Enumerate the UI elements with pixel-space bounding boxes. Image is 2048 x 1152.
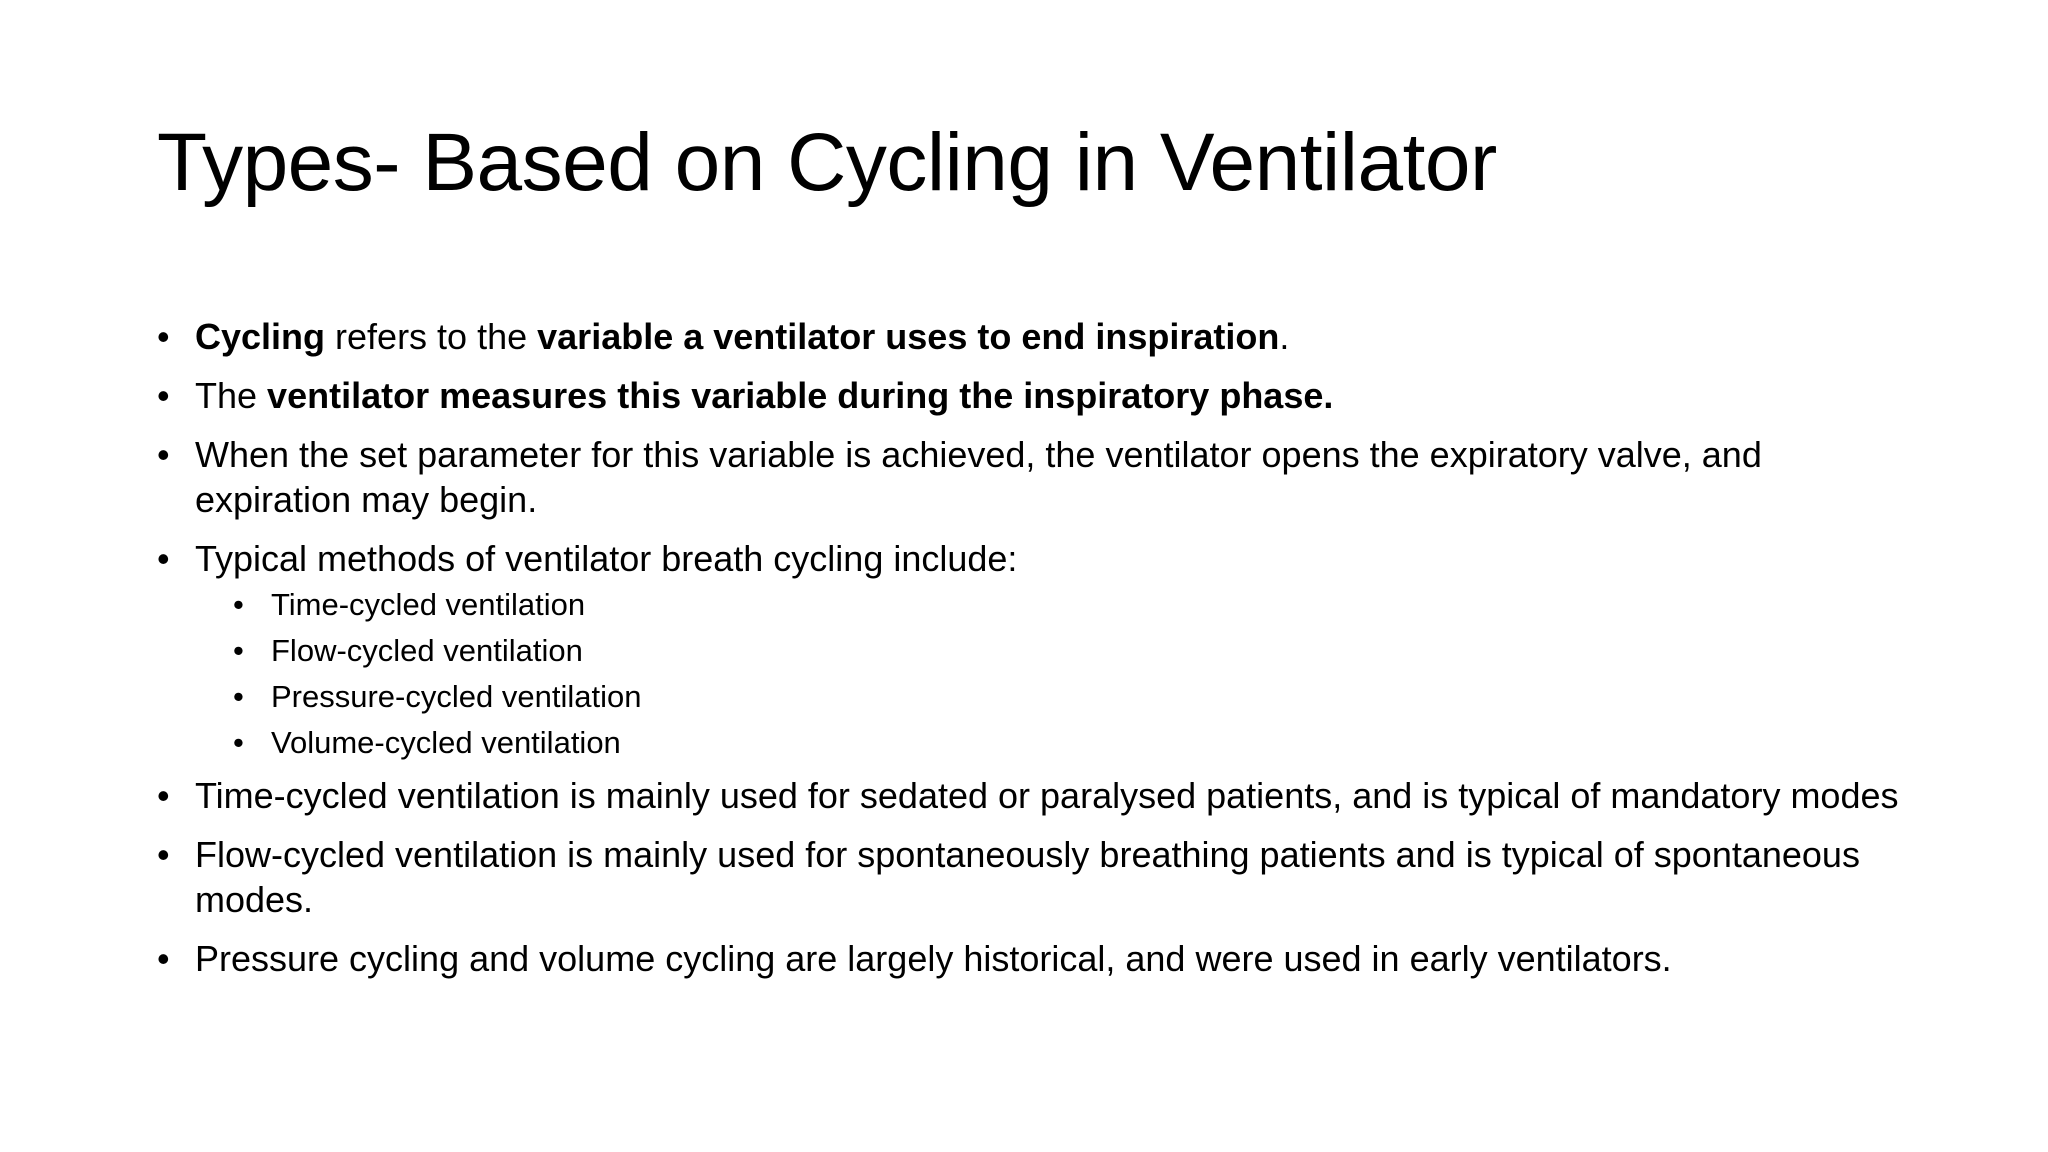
sub-bullet-item [233, 723, 1917, 763]
bullet-text: Time-cycled ventilation is mainly used for sedated or paralysed patients, and is typical of mandatory modes [195, 775, 1899, 816]
sub-bullet-text: Time-cycled ventilation [271, 587, 586, 622]
bullet-text: When the set parameter for this variable is achieved, the ventilator opens the expiratory valve, and expiration may begin. [195, 434, 1762, 520]
bullet-measures-variable [157, 373, 1917, 418]
bullet-set-parameter [157, 432, 1917, 522]
bullet-dot-icon: • [157, 316, 170, 357]
bullet-text: . [1279, 316, 1290, 357]
bullet-dot-icon: • [233, 633, 244, 668]
bullet-dot-icon: • [157, 938, 170, 979]
sub-bullet-list [157, 585, 1917, 763]
bullet-text: Cycling [195, 316, 326, 357]
bullet-text: Pressure cycling and volume cycling are largely historical, and were used in early ventilators. [195, 938, 1672, 979]
bullet-dot-icon: • [157, 375, 170, 416]
sub-bullet-item [233, 585, 1917, 625]
bullet-text: The [195, 375, 268, 416]
bullet-flow-cycled [157, 832, 1917, 922]
bullet-typical-methods [157, 536, 1917, 581]
bullet-dot-icon: • [157, 538, 170, 579]
slide-title: Types- Based on Cycling in Ventilator [157, 117, 1497, 208]
sub-bullet-item [233, 631, 1917, 671]
bullet-text: ventilator measures this variable during the inspiratory phase. [267, 375, 1334, 416]
bullet-time-cycled [157, 773, 1917, 818]
sub-bullet-text: Pressure-cycled ventilation [271, 679, 642, 714]
bullet-dot-icon: • [157, 834, 170, 875]
bullet-text: variable a ventilator uses to end inspiration [537, 316, 1280, 357]
sub-bullet-text: Volume-cycled ventilation [271, 725, 621, 760]
bullet-dot-icon: • [233, 725, 244, 760]
bullet-cycling-definition [157, 314, 1917, 359]
bullet-text: Typical methods of ventilator breath cycling include: [195, 538, 1018, 579]
sub-bullet-item [233, 677, 1917, 717]
bullet-dot-icon: • [233, 679, 244, 714]
slide-body [157, 314, 1917, 981]
sub-bullet-text: Flow-cycled ventilation [271, 633, 583, 668]
bullet-dot-icon: • [157, 434, 170, 475]
bullet-dot-icon: • [233, 587, 244, 622]
bullet-dot-icon: • [157, 775, 170, 816]
bullet-text: Flow-cycled ventilation is mainly used for spontaneously breathing patients and is typical of spontaneous modes. [195, 834, 1860, 920]
bullet-text: refers to the [325, 316, 538, 357]
bullet-pressure-volume-historical [157, 936, 1917, 981]
